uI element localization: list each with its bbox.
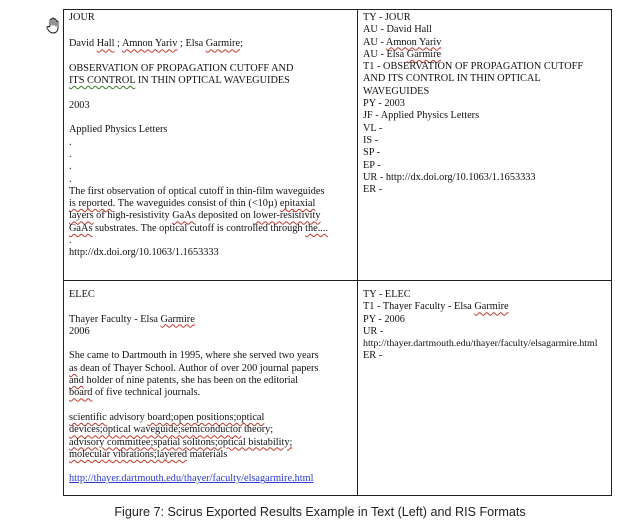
record-authors: David Hall ; Amnon Yariv ; Elsa Garmire; bbox=[69, 38, 243, 50]
hand-cursor-icon bbox=[45, 17, 61, 35]
empty-field-dot: . bbox=[69, 161, 72, 173]
keyword-line: advisory committee;spatial solitons;optical bistability; bbox=[69, 436, 293, 448]
record-type: JOUR bbox=[69, 12, 95, 23]
record-title-line: ITS CONTROL IN THIN OPTICAL WAVEGUIDES bbox=[69, 75, 290, 87]
ris-line: SP - bbox=[363, 147, 381, 159]
empty-field-dot: . bbox=[69, 148, 72, 160]
text-format-record-electronic bbox=[64, 281, 358, 496]
ris-line: ER - bbox=[363, 350, 383, 362]
ris-line: PY - 2003 bbox=[363, 98, 405, 110]
ris-line: TY - JOUR bbox=[363, 12, 411, 23]
ris-line: T1 - Thayer Faculty - Elsa Garmire bbox=[363, 301, 509, 313]
record-url-link[interactable]: http://thayer.dartmouth.edu/thayer/faculty/elsagarmire.html bbox=[69, 473, 314, 485]
ris-line: TY - ELEC bbox=[363, 289, 411, 300]
export-comparison-table bbox=[63, 9, 612, 496]
text-format-record-journal bbox=[64, 10, 358, 281]
ris-format-record-electronic bbox=[358, 281, 612, 496]
ris-line: AU - Amnon Yariv bbox=[363, 36, 442, 48]
ris-line: UR - http://dx.doi.org/10.1063/1.1653333 bbox=[363, 171, 536, 183]
keyword-line: scientific advisory board;open positions;optical bbox=[69, 411, 265, 423]
abstract-line: is reported. The waveguides consist of thin (<10µ) epitaxial bbox=[69, 198, 316, 210]
bio-line: board of five technical journals. bbox=[69, 387, 201, 399]
record-journal: Applied Physics Letters bbox=[69, 124, 168, 136]
separator-dot: . bbox=[69, 235, 72, 247]
ris-line: VL - bbox=[363, 122, 383, 134]
bio-line: as dean of Thayer School. Author of over 200 journal papers bbox=[69, 362, 319, 374]
empty-field-dot: . bbox=[69, 173, 72, 185]
figure-caption: Figure 7: Scirus Exported Results Example in Text (Left) and RIS Formats bbox=[114, 505, 526, 519]
bio-line: and holder of nine patents, she has been on the editorial bbox=[69, 375, 299, 387]
ris-line: AU - David Hall bbox=[363, 24, 432, 36]
bio-line: She came to Dartmouth in 1995, where she served two years bbox=[69, 350, 319, 362]
abstract-line: GaAs substrates. The optical cutoff is controlled through the.... bbox=[69, 222, 329, 234]
empty-field-dot: . bbox=[69, 136, 72, 148]
record-url[interactable]: http://dx.doi.org/10.1063/1.1653333 bbox=[69, 247, 219, 259]
ris-line: IS - bbox=[363, 134, 379, 146]
abstract-line: layers of high-resistivity GaAs deposited on lower-resistivity bbox=[69, 210, 321, 222]
ris-line: ER - bbox=[363, 184, 383, 196]
ris-line: PY - 2006 bbox=[363, 313, 405, 325]
record-year: 2006 bbox=[69, 325, 90, 337]
keyword-line: devices;optical waveguide;semiconductor theory; bbox=[69, 424, 274, 436]
abstract-line: The first observation of optical cutoff in thin-film waveguides bbox=[69, 185, 325, 197]
record-year: 2003 bbox=[69, 99, 90, 111]
ris-line: http://thayer.dartmouth.edu/thayer/faculty/elsagarmire.html bbox=[363, 338, 598, 350]
ris-line: EP - bbox=[363, 159, 381, 171]
record-title-line: OBSERVATION OF PROPAGATION CUTOFF AND bbox=[69, 62, 294, 74]
ris-line: UR - bbox=[363, 325, 384, 337]
ris-format-record-journal bbox=[358, 10, 612, 281]
record-type: ELEC bbox=[69, 289, 95, 300]
ris-line: JF - Applied Physics Letters bbox=[363, 110, 480, 122]
ris-line: T1 - OBSERVATION OF PROPAGATION CUTOFF AND ITS CONTROL IN THIN OPTICAL WAVEGUIDES bbox=[363, 61, 584, 97]
keyword-line: molecular vibrations;layered materials bbox=[69, 448, 228, 460]
record-author: Thayer Faculty - Elsa Garmire bbox=[69, 313, 195, 325]
ris-line: AU - Elsa Garmire bbox=[363, 48, 442, 60]
